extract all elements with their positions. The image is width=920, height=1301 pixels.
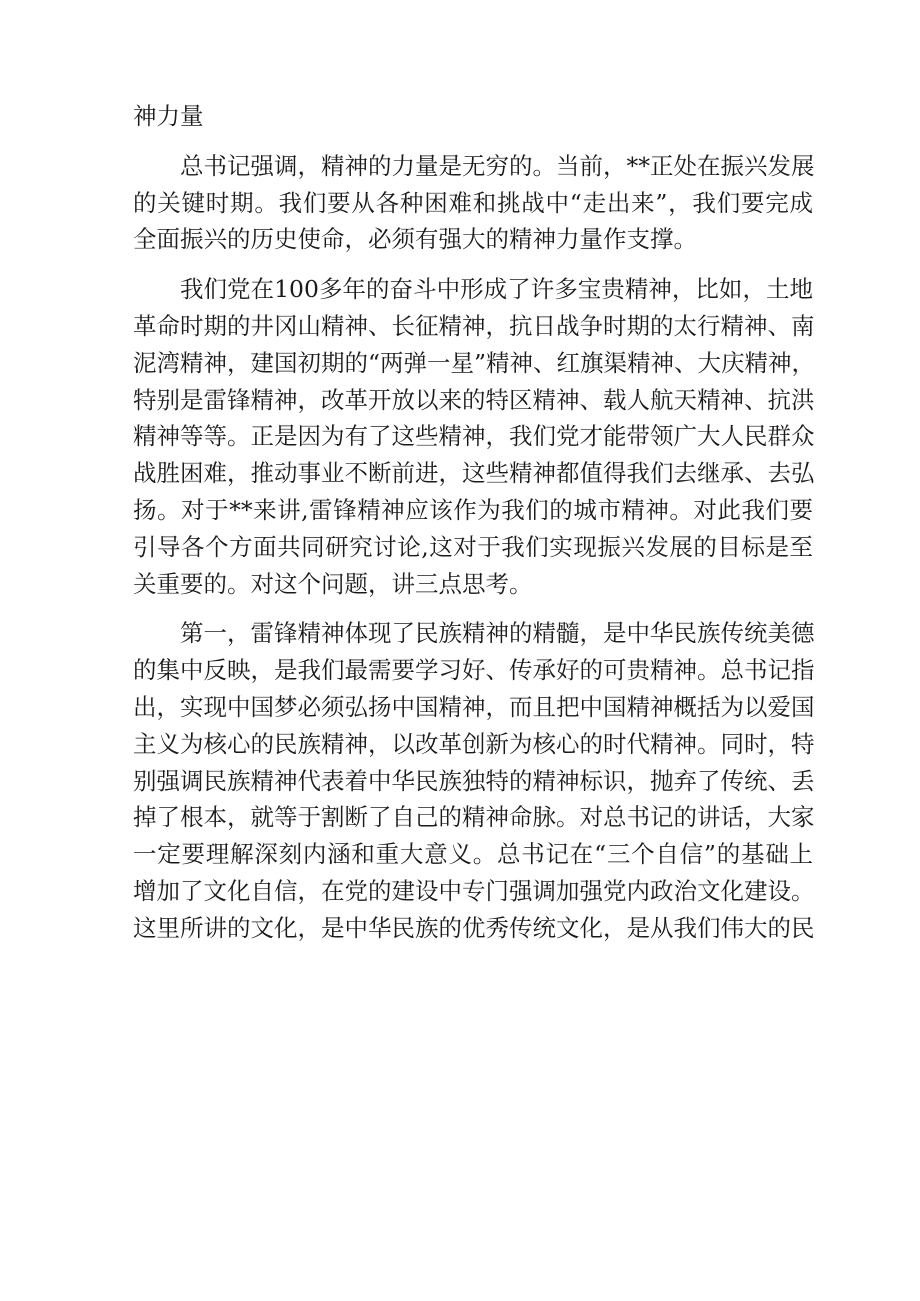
text-line: 一定要理解深刻内涵和重大意义。总书记在“三个自信”的基础上 — [133, 840, 813, 869]
text-line: 的集中反映，是我们最需要学习好、传承好的可贵精神。总书记指 — [133, 656, 815, 685]
text-line: 出，实现中国梦必须弘扬中国精神，而且把中国精神概括为以爱国 — [133, 692, 815, 721]
text-line: 神力量 — [133, 102, 204, 130]
text-line: 主义为核心的民族精神，以改革创新为核心的时代精神。同时，特 — [133, 729, 815, 758]
text-line: 总书记强调，精神的力量是无穷的。当前，**正处在振兴发展 — [180, 151, 815, 180]
text-line: 我们党在100多年的奋斗中形成了许多宝贵精神，比如，土地 — [180, 275, 813, 304]
text-line: 扬。对于**来讲,雷锋精神应该作为我们的城市精神。对此我们要 — [133, 495, 813, 524]
text-line: 增加了文化自信，在党的建设中专门强调加强党内政治文化建设。 — [133, 876, 815, 905]
text-line: 特别是雷锋精神，改革开放以来的特区精神、载人航天精神、抗洪 — [133, 385, 815, 414]
text-line: 泥湾精神，建国初期的“两弹一星”精神、红旗渠精神、大庆精神， — [133, 348, 816, 377]
text-line: 全面振兴的历史使命，必须有强大的精神力量作支撑。 — [133, 225, 697, 254]
paragraph-party-spirits — [133, 271, 816, 602]
text-line: 别强调民族精神代表着中华民族独特的精神标识，抛弃了传统、丢 — [133, 766, 815, 795]
text-line: 的关键时期。我们要从各种困难和挑战中“走出来”，我们要完成 — [133, 188, 813, 217]
paragraph-first-point — [133, 615, 813, 946]
paragraph-spirit-power — [133, 148, 813, 258]
text-line: 这里所讲的文化，是中华民族的优秀传统文化，是从我们伟大的民 — [133, 913, 815, 942]
body-text — [133, 98, 816, 947]
text-line: 精神等等。正是因为有了这些精神，我们党才能带领广大人民群众 — [133, 422, 815, 451]
text-line: 关重要的。对这个问题，讲三点思考。 — [133, 569, 533, 598]
text-line: 革命时期的井冈山精神、长征精神，抗日战争时期的太行精神、南 — [133, 311, 815, 340]
paragraph-continuation — [133, 98, 813, 135]
text-line: 掉了根本，就等于割断了自己的精神命脉。对总书记的讲话，大家 — [133, 803, 815, 832]
text-line: 引导各个方面共同研究讨论,这对于我们实现振兴发展的目标是至 — [133, 532, 813, 561]
text-line: 战胜困难，推动事业不断前进，这些精神都值得我们去继承、去弘 — [133, 459, 815, 488]
text-line: 第一，雷锋精神体现了民族精神的精髓，是中华民族传统美德 — [180, 619, 815, 648]
